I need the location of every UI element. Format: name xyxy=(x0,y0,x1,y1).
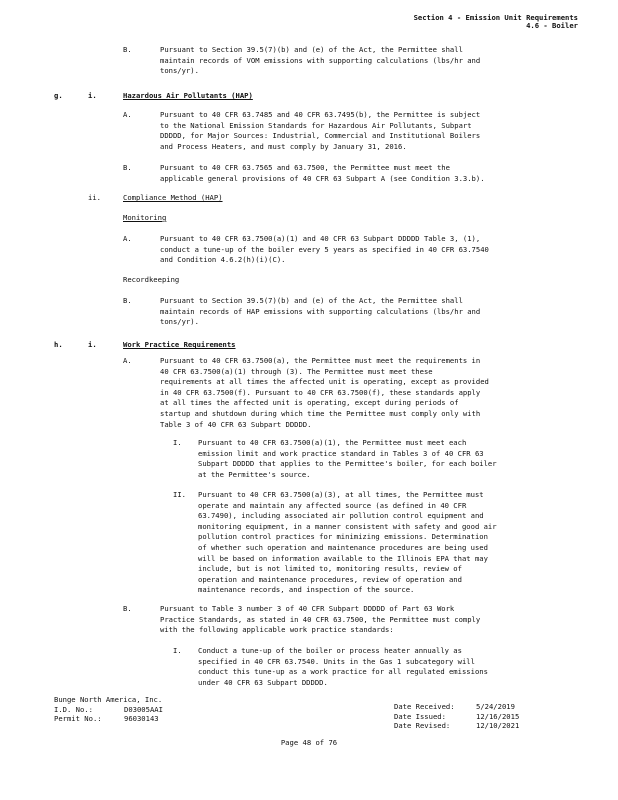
subheading-monitoring: Monitoring xyxy=(123,213,167,222)
footer-revised-value: 12/10/2021 xyxy=(476,721,520,730)
subitem-text-annual-tune-up: Conduct a tune-up of the boiler or process heater annually as specified in 40 CFR 63.7540. Units in the Gas 1 subcategory will conduct this tune-up as a work practice for all regulated emissions under 40 CFR 63 Subpart DDDDD. xyxy=(198,646,488,687)
footer-id-value: D03005AAI xyxy=(124,704,163,714)
footer-issued-row xyxy=(394,712,519,722)
subitem-label: I. xyxy=(173,646,182,655)
page-header xyxy=(414,14,578,30)
item-label: B. xyxy=(123,163,132,172)
footer-received-value: 5/24/2019 xyxy=(476,702,515,711)
subitem-text-emission-limit: Pursuant to 40 CFR 63.7500(a)(1), the Permittee must meet each emission limit and work practice standard in Tables 3 of 40 CFR 63 Subpart DDDDD that applies to the Permittee's boiler, for each boiler at the Permittee's source. xyxy=(198,438,497,479)
subheading-recordkeeping: Recordkeeping xyxy=(123,275,180,284)
item-text-tune-up: Pursuant to 40 CFR 63.7500(a)(1) and 40 CFR 63 Subpart DDDDD Table 3, (1), conduct a tune-up of the boiler every 5 years as specified in 40 CFR 63.7540 and Condition 4.6.2(h)(i)(C). xyxy=(160,234,489,265)
footer-received-row xyxy=(394,702,519,712)
footer-id-row xyxy=(54,705,163,715)
footer-issued-value: 12/16/2015 xyxy=(476,711,520,721)
item-label: B. xyxy=(123,296,132,305)
heading-hap: Hazardous Air Pollutants (HAP) xyxy=(123,91,253,100)
item-text-hap-records: Pursuant to Section 39.5(7)(b) and (e) of the Act, the Permittee shall maintain records of HAP emissions with supporting calculations (lbs/hr and tons/yr). xyxy=(160,296,481,327)
header-section: Section 4 - Emission Unit Requirements xyxy=(413,13,578,22)
heading-compliance-method: Compliance Method (HAP) xyxy=(123,193,223,202)
footer-facility xyxy=(54,695,163,724)
footer-received-label: Date Received: xyxy=(394,702,455,711)
item-text-vom-records: Pursuant to Section 39.5(7)(b) and (e) of the Act, the Permittee shall maintain records of VOM emissions with supporting calculations (lbs/hr and tons/yr). xyxy=(160,45,481,76)
item-text-neshap: Pursuant to 40 CFR 63.7485 and 40 CFR 63.7495(b), the Permittee is subject to the National Emission Standards for Hazardous Air Pollutants, Subpart DDDDD, for Major Sources: Industrial, Commercial and Institutional Boilers and Process Heaters, and must comply by January 31, 2016. xyxy=(160,110,481,151)
page-number: Page 48 of 76 xyxy=(280,738,338,747)
section-label-h: h. xyxy=(54,340,63,349)
subitem-text-operate-maintain: Pursuant to 40 CFR 63.7500(a)(3), at all times, the Permittee must operate and maintain any affected source (as defined in 40 CFR 63.7490), including associated air pollution control equipment and monitoring equipment, in a manner consistent with safety and good air pollution control practices for minimizing emissions. Determination of whether such operation and maintenance procedures are being used will be based on information available to the Illinois EPA that may include, but is not limited to, monitoring results, review of operation and maintenance procedures, review of operation and maintenance records, and inspection of the source. xyxy=(198,490,497,595)
section-sublabel: ii. xyxy=(88,193,101,202)
item-text-general-provisions: Pursuant to 40 CFR 63.7565 and 63.7500, the Permittee must meet the applicable general provisions of 40 CFR 63 Subpart A (see Condition 3.3.b). xyxy=(160,163,485,183)
subitem-label: II. xyxy=(173,490,186,499)
footer-permit-label: Permit No.: xyxy=(54,714,102,723)
footer-revised-label: Date Revised: xyxy=(394,721,451,730)
item-label: A. xyxy=(123,356,132,365)
footer-revised-row xyxy=(394,721,519,731)
subitem-label: I. xyxy=(173,438,182,447)
header-subsection: 4.6 - Boiler xyxy=(526,21,578,30)
section-sublabel: i. xyxy=(88,91,97,100)
footer-issued-label: Date Issued: xyxy=(394,711,446,721)
footer-permit-value: 96030143 xyxy=(124,714,159,723)
footer-permit-row xyxy=(54,714,163,724)
footer-id-label: I.D. No.: xyxy=(54,704,93,714)
item-label: A. xyxy=(123,110,132,119)
heading-work-practice: Work Practice Requirements xyxy=(123,340,236,349)
item-label: B. xyxy=(123,604,132,613)
section-sublabel: i. xyxy=(88,340,97,349)
item-text-work-practice-a: Pursuant to 40 CFR 63.7500(a), the Permittee must meet the requirements in 40 CFR 63.7500(a)(1) through (3). The Permittee must meet these requirements at all times the affected unit is operating, except as provided in 40 CFR 63.7500(f). Pursuant to 40 CFR 63.7500(f), these standards apply at all times the affected unit is operating, except during periods of startup and shutdown during which time the Permittee must comply only with Table 3 of 40 CFR 63 Subpart DDDDD. xyxy=(160,356,489,429)
item-label: A. xyxy=(123,234,132,243)
item-text-table-3: Pursuant to Table 3 number 3 of 40 CFR Subpart DDDDD of Part 63 Work Practice Standards, as stated in 40 CFR 63.7500, the Permittee must comply with the following applicable work practice standards: xyxy=(160,604,481,635)
item-label: B. xyxy=(123,45,132,54)
footer-company: Bunge North America, Inc. xyxy=(54,695,163,704)
section-label-g: g. xyxy=(54,91,63,100)
footer-dates xyxy=(394,702,519,731)
